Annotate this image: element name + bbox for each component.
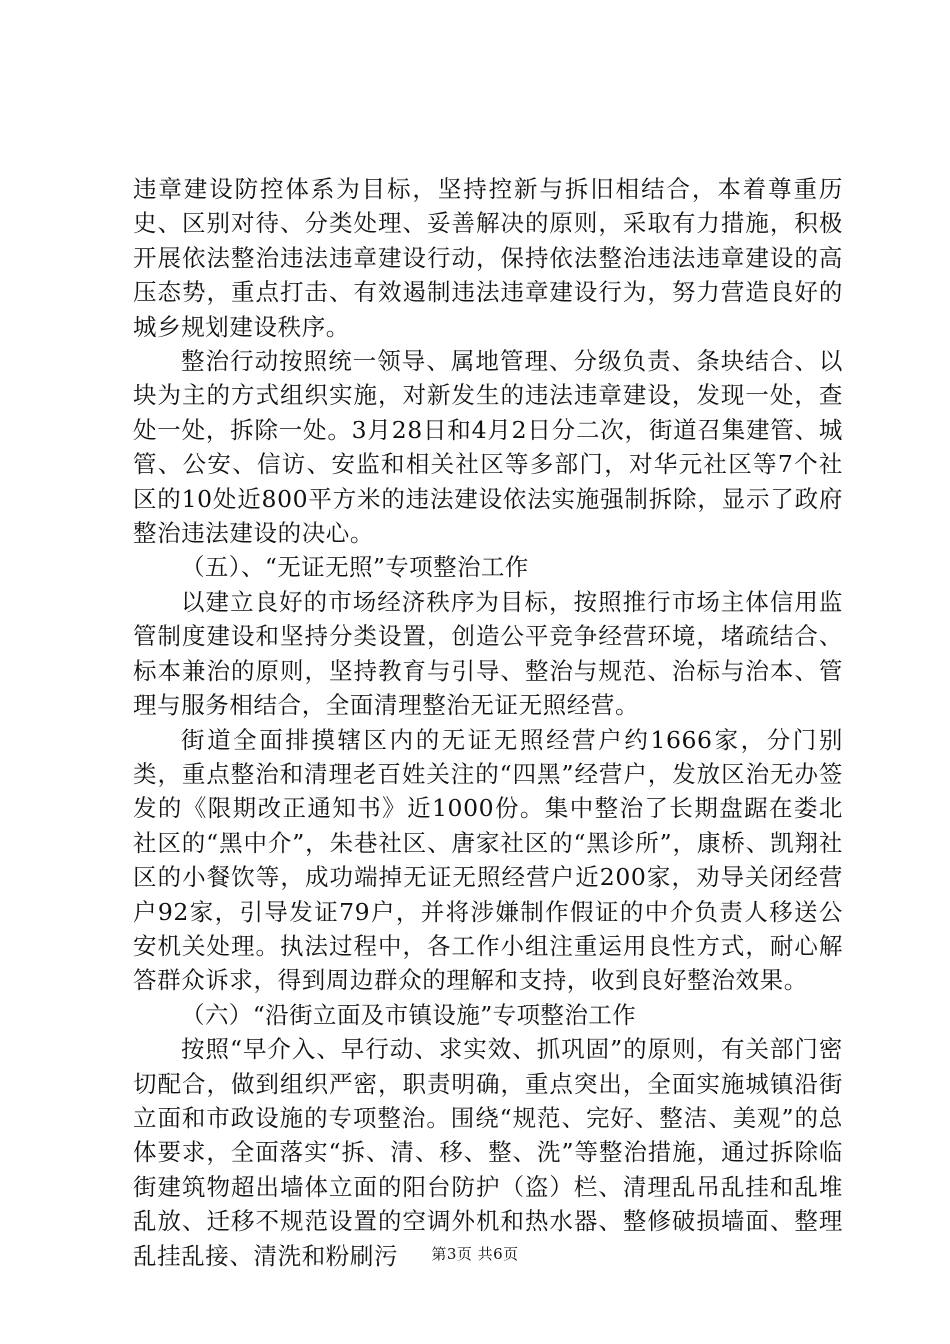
- paragraph-street-facade: 按照“早介入、早行动、求实效、抓巩固”的原则，有关部门密切配合，做到组织严密，职责明确，重点突出，全面实施城镇沿街立面和市政设施的专项整治。围绕“规范、完好、整洁、美观”的总体要求，全面落实“拆、清、移、整、洗”等整治措施，通过拆除临街建筑物超出墙体立面的阳台防护（盗）栏、清理乱吊乱挂和乱堆乱放、迁移不规范设置的空调外机和热水器、整修破损墙面、整理乱挂乱接、清洗和粉刷污: [133, 1035, 843, 1270]
- paragraph-unlicensed-operations: 街道全面排摸辖区内的无证无照经营户约1666家，分门别类，重点整治和清理老百姓关注的“四黑”经营户，发放区治无办签发的《限期改正通知书》近1000份。集中整治了长期盘踞在娄北社区的“黑中介”，朱巷社区、唐家社区的“黑诊所”，康桥、凯翔社区的小餐饮等，成功端掉无证无照经营户近200家，劝导关闭经营户92家，引导发证79户，并将涉嫌制作假证的中介负责人移送公安机关处理。执法过程中，各工作小组注重运用良性方式，耐心解答群众诉求，得到周边群众的理解和支持，收到良好整治效果。: [133, 725, 843, 995]
- paragraph-market-order: 以建立良好的市场经济秩序为目标，按照推行市场主体信用监管制度建设和坚持分类设置，创造公平竞争经营环境，堵疏结合、标本兼治的原则，坚持教育与引导、整治与规范、治标与治本、管理与服务相结合，全面清理整治无证无照经营。: [133, 587, 843, 720]
- paragraph-continuation: 违章建设防控体系为目标，坚持控新与拆旧相结合，本着尊重历史、区别对待、分类处理、妥善解决的原则，采取有力措施，积极开展依法整治违法违章建设行动，保持依法整治违法违章建设的高压态势，重点打击、有效遏制违法违章建设行为，努力营造良好的城乡规划建设秩序。: [133, 175, 843, 341]
- section-heading-6: （六）“沿街立面及市镇设施”专项整治工作: [181, 1000, 637, 1029]
- section-heading-5: （五）、“无证无照”专项整治工作: [181, 553, 529, 582]
- paragraph-demolition-action: 整治行动按照统一领导、属地管理、分级负责、条块结合、以块为主的方式组织实施，对新发生的违法违章建设，发现一处，查处一处，拆除一处。3月28日和4月2日分二次，街道召集建管、城管、公安、信访、安监和相关社区等多部门，对华元社区等7个社区的10处近800平方米的违法建设依法实施强制拆除，显示了政府整治违法建设的决心。: [133, 347, 843, 548]
- document-body: [133, 172, 843, 1273]
- page-number-footer: 第3页 共6页: [431, 1245, 519, 1263]
